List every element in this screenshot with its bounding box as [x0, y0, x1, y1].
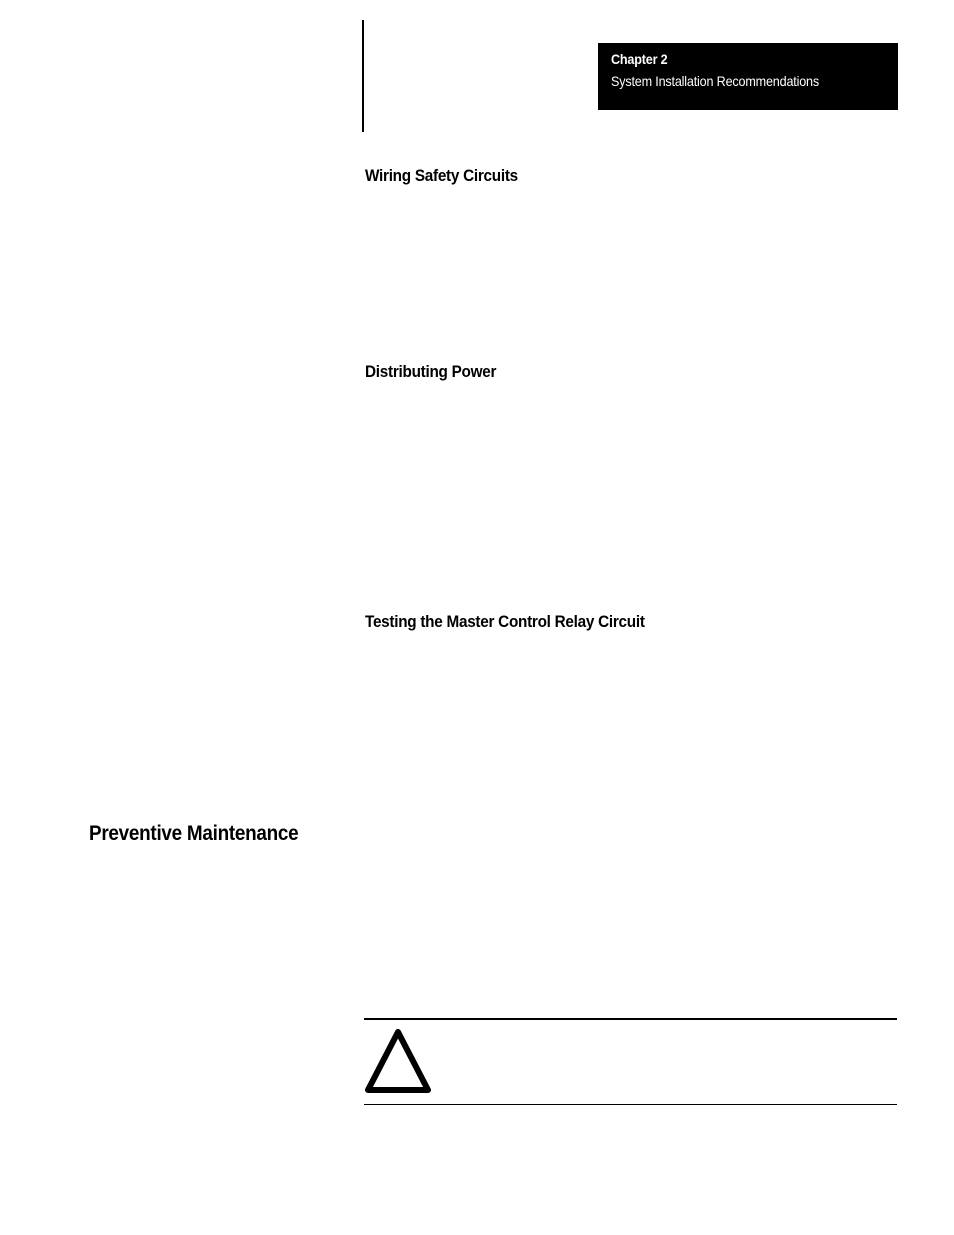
margin-rule	[362, 20, 364, 132]
warning-triangle-icon	[364, 1026, 432, 1094]
heading-distributing-power: Distributing Power	[365, 362, 497, 381]
chapter-header	[598, 43, 898, 110]
chapter-label: Chapter 2	[611, 51, 668, 67]
heading-preventive-maintenance: Preventive Maintenance	[89, 822, 299, 845]
heading-testing-mcr-circuit: Testing the Master Control Relay Circuit	[365, 612, 645, 631]
caution-bottom-rule	[364, 1104, 897, 1105]
chapter-title: System Installation Recommendations	[611, 73, 820, 89]
caution-top-rule	[364, 1018, 897, 1020]
heading-wiring-safety-circuits: Wiring Safety Circuits	[365, 166, 518, 185]
